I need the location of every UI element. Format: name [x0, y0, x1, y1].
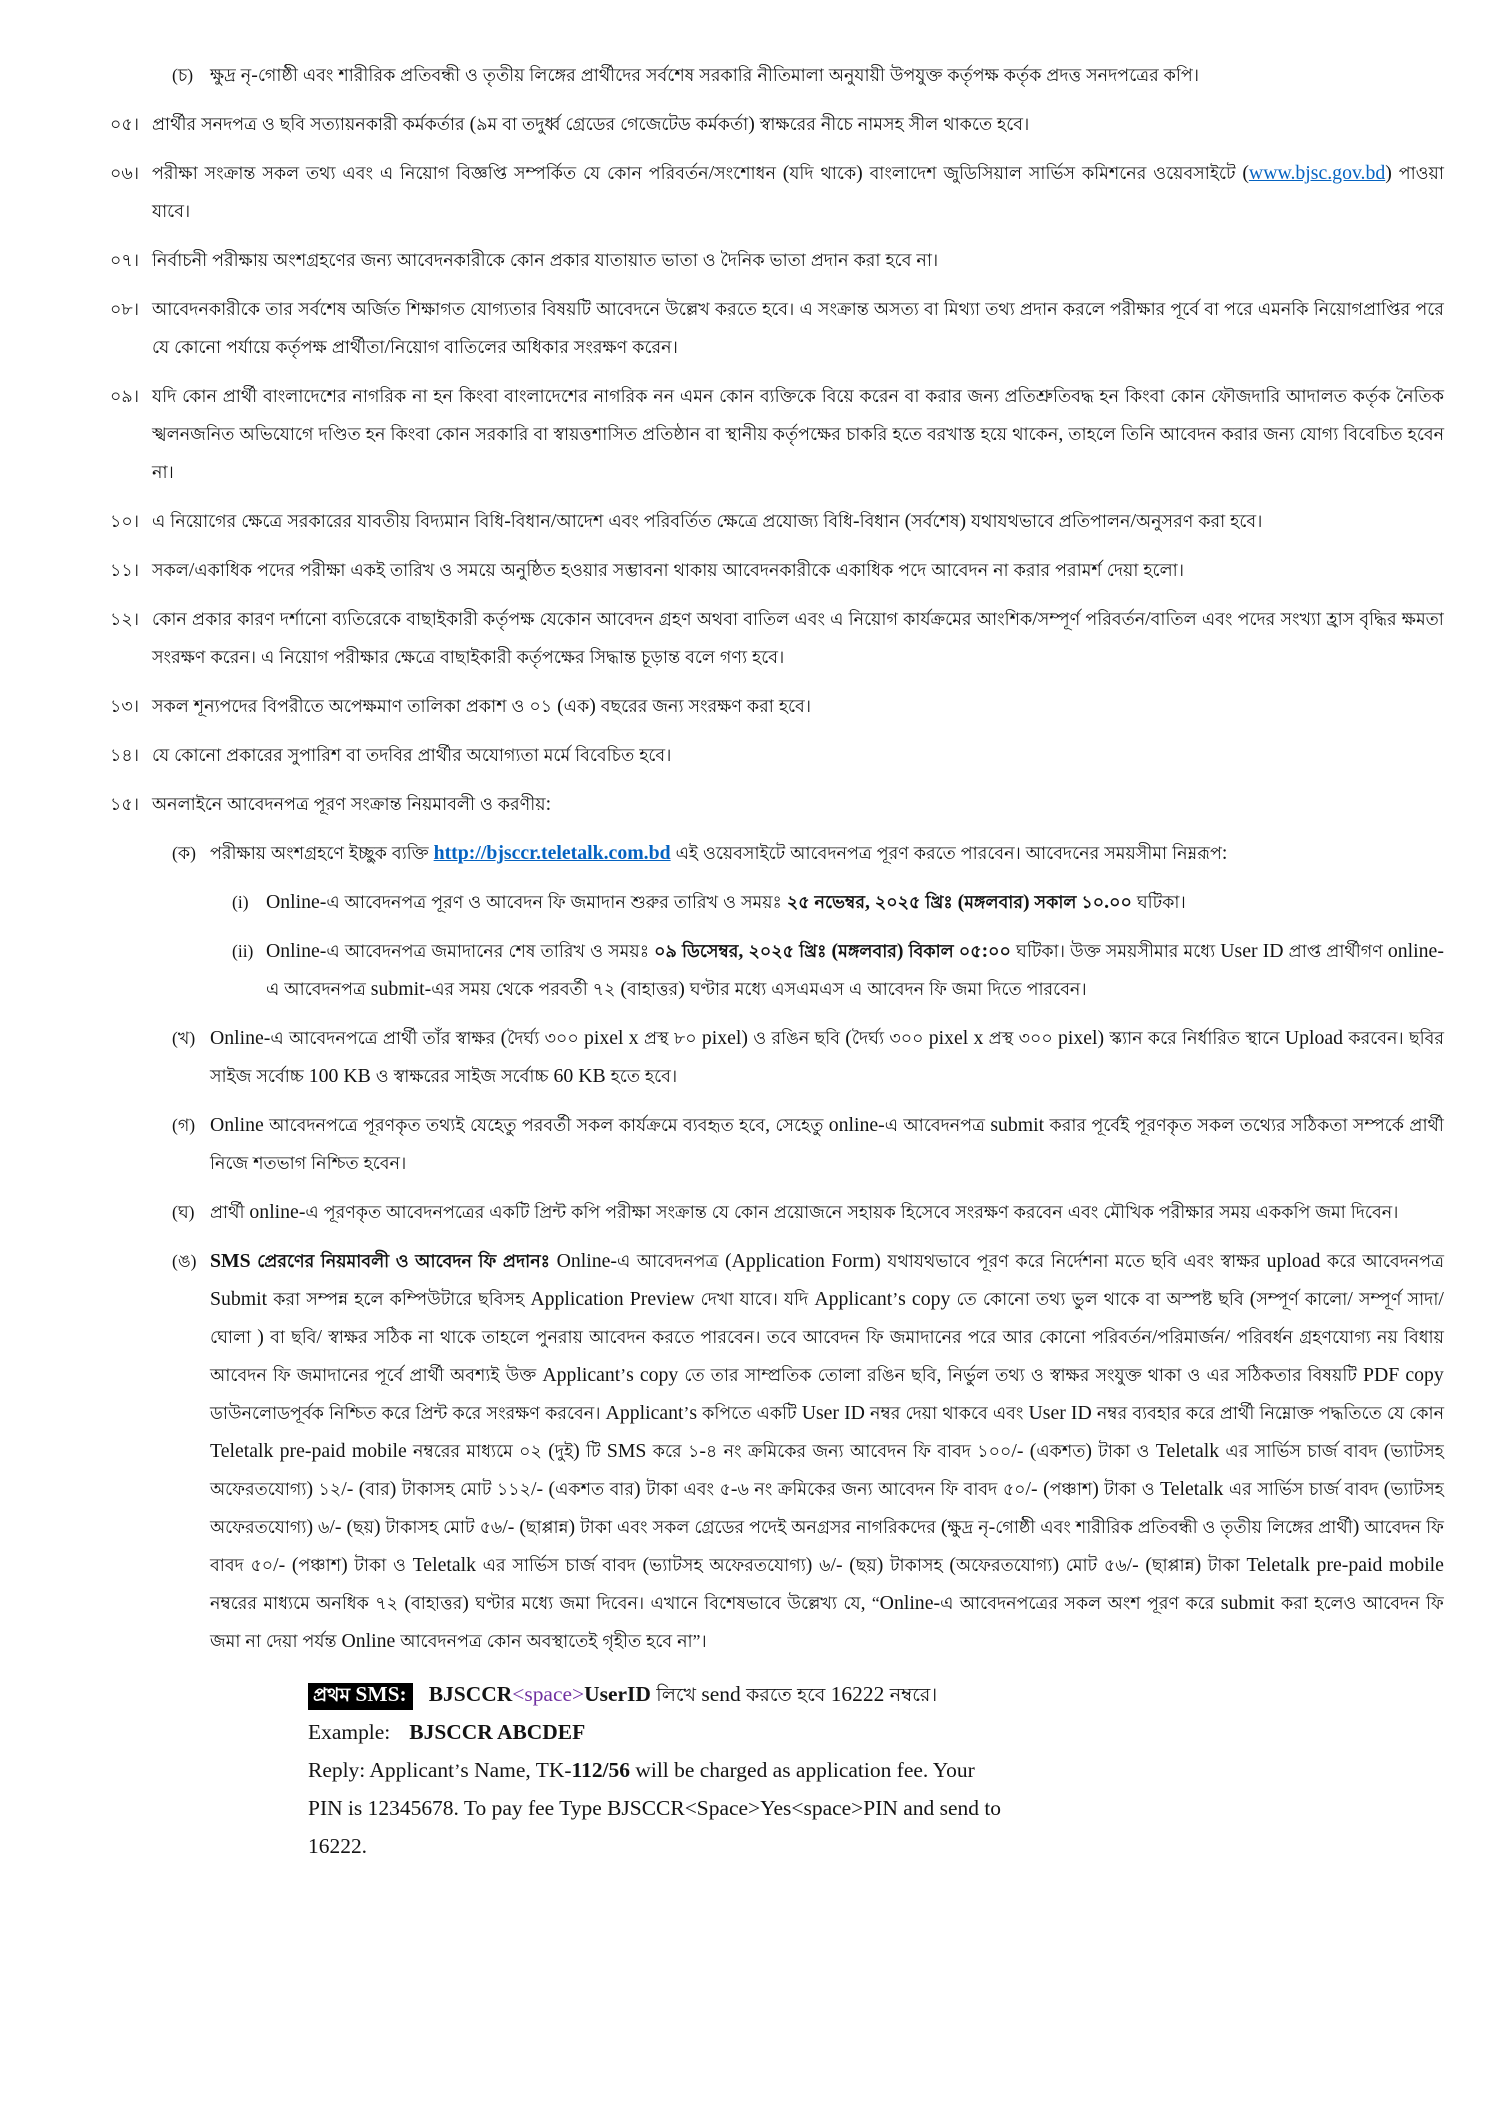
item-11 [110, 551, 1444, 589]
item-10 [110, 502, 1444, 540]
item-marker: (ঙ) [172, 1251, 197, 1271]
item-text: অনলাইনে আবেদনপত্র পূরণ সংক্রান্ত নিয়মাবলী ও করণীয়: [152, 793, 552, 815]
item-text: সকল শূন্যপদের বিপরীতে অপেক্ষমাণ তালিকা প্রকাশ ও ০১ (এক) বছরের জন্য সংরক্ষণ করা হবে। [152, 695, 812, 717]
item-marker: (i) [232, 892, 249, 912]
item-text: প্রার্থীর সনদপত্র ও ছবি সত্যায়নকারী কর্মকর্তার (৯ম বা তদুর্ধ্ব গ্রেডের গেজেটেড কর্মকর্তা) স্বাক্ষরের নীচে নামসহ সীল থাকতে হবে। [152, 113, 1030, 135]
item-kha [172, 1019, 1444, 1095]
item-text: যে কোনো প্রকারের সুপারিশ বা তদবির প্রার্থীর অযোগ্যতা মর্মে বিবেচিত হবে। [152, 745, 672, 765]
item-marker: ১৪। [110, 745, 139, 765]
item-marker: ১৩। [110, 696, 139, 716]
item-text: পরীক্ষায় অংশগ্রহণে ইচ্ছুক ব্যক্তি http://bjsccr.teletalk.com.bd এই ওয়েবসাইটে আবেদনপত্র পূরণ করতে পারবেন। আবেদনের সময়সীমা নিম্নরূপ: [210, 842, 1228, 864]
item-roman-ii [232, 932, 1444, 1008]
sms-reply-line: Reply: Applicant’s Name, TK-112/56 will be charged as application fee. Your PIN is 12345678. To pay fee Type BJSCCR<Space>Yes<space>PIN and send to 16222. [308, 1758, 1002, 1858]
item-12 [110, 600, 1444, 676]
item-marker: ১২। [110, 609, 139, 629]
item-marker: (ক) [172, 843, 196, 863]
item-text: ক্ষুদ্র নৃ-গোষ্ঠী এবং শারীরিক প্রতিবন্ধী ও তৃতীয় লিঙ্গের প্রার্থীদের সর্বশেষ সরকারি নীতিমালা অনুযায়ী উপযুক্ত কর্তৃপক্ষ কর্তৃক প্রদত্ত সনদপত্রের কপি। [210, 64, 1200, 86]
item-text: Online আবেদনপত্রে পূরণকৃত তথ্যই যেহেতু পরবর্তী সকল কার্যক্রমে ব্যবহৃত হবে, সেহেতু online-এ আবেদনপত্র submit করার পূর্বেই পূরণকৃত সকল তথ্যের সঠিকতা সম্পর্কে প্রার্থী নিজে শতভাগ নিশ্চিত হবেন। [210, 1114, 1444, 1173]
item-marker: (গ) [172, 1115, 196, 1135]
item-text: Online-এ আবেদনপত্রে প্রার্থী তাঁর স্বাক্ষর (দৈর্ঘ্য ৩০০ pixel x প্রস্থ ৮০ pixel) ও রঙিন ছবি (দৈর্ঘ্য ৩০০ pixel x প্রস্থ ৩০০ pixel) স্ক্যান করে নির্ধারিত স্থানে Upload করবেন। ছবির সাইজ সর্বোচ্চ 100 KB ও স্বাক্ষরের সাইজ সর্বোচ্চ 60 KB হতে হবে। [210, 1027, 1444, 1087]
item-marker: ১০। [110, 511, 139, 531]
item-15 [110, 785, 1444, 823]
item-marker: (ii) [232, 941, 254, 961]
item-ngo [172, 1242, 1444, 1660]
item-05 [110, 105, 1444, 143]
item-marker: ০৭। [110, 250, 140, 270]
item-ga [172, 1106, 1444, 1182]
item-marker: ০৯। [110, 386, 139, 406]
item-marker: ০৮। [110, 299, 139, 319]
item-text: যদি কোন প্রার্থী বাংলাদেশের নাগরিক না হন কিংবা বাংলাদেশের নাগরিক নন এমন কোন ব্যক্তিকে বিয়ে করেন বা করার জন্য প্রতিশ্রুতিবদ্ধ হন কিংবা কোন ফৌজদারি আদালত কর্তৃক নৈতিক স্খলনজনিত অভিযোগে দণ্ডিত হন কিংবা কোন সরকারি বা স্বায়ত্তশাসিত প্রতিষ্ঠান বা স্থানীয় কর্তৃপক্ষের চাকরি হতে বরখাস্ত হয়ে থাকেন, তাহলে তিনি আবেদন করার জন্য যোগ্য বিবেচিত হবেন না। [152, 386, 1445, 482]
item-14 [110, 736, 1444, 774]
item-ka [172, 834, 1444, 872]
item-marker: ০৫। [110, 114, 139, 134]
item-text: প্রার্থী online-এ পূরণকৃত আবেদনপত্রের একটি প্রিন্ট কপি পরীক্ষা সংক্রান্ত যে কোন প্রয়োজনে সহায়ক হিসেবে সংরক্ষণ করবেন এবং মৌখিক পরীক্ষার সময় এককপি জমা দিবেন। [210, 1201, 1399, 1223]
item-marker: (খ) [172, 1028, 196, 1048]
item-roman-i [232, 883, 1444, 921]
item-text: SMS প্রেরণের নিয়মাবলী ও আবেদন ফি প্রদানঃ Online-এ আবেদনপত্র (Application Form) যথাযথভাবে পূরণ করে নির্দেশনা মতে ছবি এবং স্বাক্ষর upload করে আবেদনপত্র Submit করা সম্পন্ন হলে কম্পিউটারে ছবিসহ Application Preview দেখা যাবে। যদি Applicant’s copy তে কোনো তথ্য ভুল থাকে বা অস্পষ্ট ছবি (সম্পূর্ণ কালো/ সম্পূর্ণ সাদা/ঘোলা ) বা ছবি/ স্বাক্ষর সঠিক না থাকে তাহলে পুনরায় আবেদন করতে পারবেন। তবে আবেদন ফি জমাদানের পরে আর কোনো পরিবর্তন/পরিমার্জন/ পরিবর্ধন গ্রহণযোগ্য নয় বিধায় আবেদন ফি জমাদানের পূর্বে প্রার্থী অবশ্যই উক্ত Applicant’s copy তে তার সাম্প্রতিক তোলা রঙিন ছবি, নির্ভুল তথ্য ও স্বাক্ষর সংযুক্ত থাকা ও এর সঠিকতার বিষয়টি PDF copy ডাউনলোডপূর্বক নিশ্চিত করে প্রিন্ট করে সংরক্ষণ করবেন। Applicant’s কপিতে একটি User ID নম্বর দেয়া থাকবে এবং User ID নম্বর ব্যবহার করে প্রার্থী নিম্নোক্ত পদ্ধতিতে যে কোন Teletalk pre-paid mobile নম্বরের মাধ্যমে ০২ (দুই) টি SMS করে ১-৪ নং ক্রমিকের জন্য আবেদন ফি বাবদ ১০০/- (একশত) টাকা ও Teletalk এর সার্ভিস চার্জ বাবদ (ভ্যাটসহ অফেরতযোগ্য) ১২/- (বার) টাকাসহ মোট ১১২/- (একশত বার) টাকা এবং ৫-৬ নং ক্রমিকের জন্য আবেদন ফি বাবদ ৫০/- (পঞ্চাশ) টাকা ও Teletalk এর সার্ভিস চার্জ বাবদ (ভ্যাটসহ অফেরতযোগ্য) ৬/- (ছয়) টাকাসহ মোট ৫৬/- (ছাপ্পান্ন) টাকা এবং সকল গ্রেডের পদেই অনগ্রসর নাগরিকদের (ক্ষুদ্র নৃ-গোষ্ঠী এবং শারীরিক প্রতিবন্ধী ও তৃতীয় লিঙ্গের প্রার্থী) আবেদন ফি বাবদ ৫০/- (পঞ্চাশ) টাকা ও Teletalk এর সার্ভিস চার্জ বাবদ (ভ্যাটসহ অফেরতযোগ্য) ৬/- (ছয়) টাকাসহ (অফেরতযোগ্য) মোট ৫৬/- (ছাপ্পান্ন) টাকা Teletalk pre-paid mobile নম্বরের মাধ্যমে অনধিক ৭২ (বাহাত্তর) ঘণ্টার মধ্যে জমা দিবেন। এখানে বিশেষভাবে উল্লেখ্য যে, “Online-এ আবেদনপত্রের সকল অংশ পূরণ করে submit করা হলেও আবেদন ফি জমা না দেয়া পর্যন্ত Online আবেদনপত্র কোন অবস্থাতেই গৃহীত হবে না”। [210, 1250, 1445, 1652]
item-marker: (চ) [172, 65, 194, 85]
item-text: সকল/একাধিক পদের পরীক্ষা একই তারিখ ও সময়ে অনুষ্ঠিত হওয়ার সম্ভাবনা থাকায় আবেদনকারীকে একাধিক পদে আবেদন না করার পরামর্শ দেয়া হলো। [152, 559, 1184, 581]
item-08 [110, 290, 1444, 366]
item-text: Online-এ আবেদনপত্র পূরণ ও আবেদন ফি জমাদান শুরুর তারিখ ও সময়ঃ ২৫ নভেম্বর, ২০২৫ খ্রিঃ (মঙ্গলবার) সকাল ১০.০০ ঘটিকা। [266, 891, 1186, 913]
item-marker: ১১। [110, 560, 139, 580]
item-text: এ নিয়োগের ক্ষেত্রে সরকারের যাবতীয় বিদ্যমান বিধি-বিধান/আদেশ এবং পরিবর্তিত ক্ষেত্রে প্রযোজ্য বিধি-বিধান (সর্বশেষ) যথাযথভাবে প্রতিপালন/অনুসরণ করা হবে। [152, 510, 1263, 532]
item-06 [110, 154, 1444, 230]
item-marker: ০৬। [110, 163, 140, 183]
item-13 [110, 687, 1444, 725]
item-07 [110, 241, 1444, 279]
item-marker: ১৫। [110, 794, 139, 814]
sms-instruction-box [308, 1676, 1014, 1866]
item-gha [172, 1193, 1444, 1231]
sms-example-line: Example: BJSCCR ABCDEF [308, 1720, 586, 1744]
sms-first-line: প্রথম SMS: BJSCCR<space>UserID লিখে send করতে হবে 16222 নম্বরে। [308, 1676, 1014, 1714]
item-text: নির্বাচনী পরীক্ষায় অংশগ্রহণের জন্য আবেদনকারীকে কোন প্রকার যাতায়াত ভাতা ও দৈনিক ভাতা প্রদান করা হবে না। [152, 250, 939, 270]
item-text: পরীক্ষা সংক্রান্ত সকল তথ্য এবং এ নিয়োগ বিজ্ঞপ্তি সম্পর্কিত যে কোন পরিবর্তন/সংশোধন (যদি থাকে) বাংলাদেশ জুডিসিয়াল সার্ভিস কমিশনের ওয়েবসাইটে (www.bjsc.gov.bd) পাওয়া যাবে। [152, 162, 1444, 221]
item-text: আবেদনকারীকে তার সর্বশেষ অর্জিত শিক্ষাগত যোগ্যতার বিষয়টি আবেদনে উল্লেখ করতে হবে। এ সংক্রান্ত অসত্য বা মিথ্যা তথ্য প্রদান করলে পরীক্ষার পূর্বে বা পরে এমনকি নিয়োগপ্রাপ্তির পরে যে কোনো পর্যায়ে কর্তৃপক্ষ প্রার্থীতা/নিয়োগ বাতিলের অধিকার সংরক্ষণ করেন। [152, 299, 1444, 358]
item-cha [172, 56, 1444, 94]
item-marker: (ঘ) [172, 1202, 195, 1222]
hyperlink[interactable]: www.bjsc.gov.bd [1248, 162, 1386, 184]
hyperlink[interactable]: http://bjsccr.teletalk.com.bd [433, 842, 671, 864]
item-09 [110, 377, 1444, 491]
item-text: Online-এ আবেদনপত্র জমাদানের শেষ তারিখ ও সময়ঃ ০৯ ডিসেম্বর, ২০২৫ খ্রিঃ (মঙ্গলবার) বিকাল ০৫:০০ ঘটিকা। উক্ত সময়সীমার মধ্যে User ID প্রাপ্ত প্রার্থীগণ online-এ আবেদনপত্র submit-এর সময় থেকে পরবর্তী ৭২ (বাহাত্তর) ঘণ্টার মধ্যে এসএমএস এ আবেদন ফি জমা দিতে পারবেন। [266, 940, 1444, 1000]
item-text: কোন প্রকার কারণ দর্শানো ব্যতিরেকে বাছাইকারী কর্তৃপক্ষ যেকোন আবেদন গ্রহণ অথবা বাতিল এবং এ নিয়োগ কার্যক্রমের আংশিক/সম্পূর্ণ পরিবর্তন/বাতিল এবং পদের সংখ্যা হ্রাস বৃদ্ধির ক্ষমতা সংরক্ষণ করেন। এ নিয়োগ পরীক্ষার ক্ষেত্রে বাছাইকারী কর্তৃপক্ষের সিদ্ধান্ত চূড়ান্ত বলে গণ্য হবে। [152, 608, 1444, 667]
